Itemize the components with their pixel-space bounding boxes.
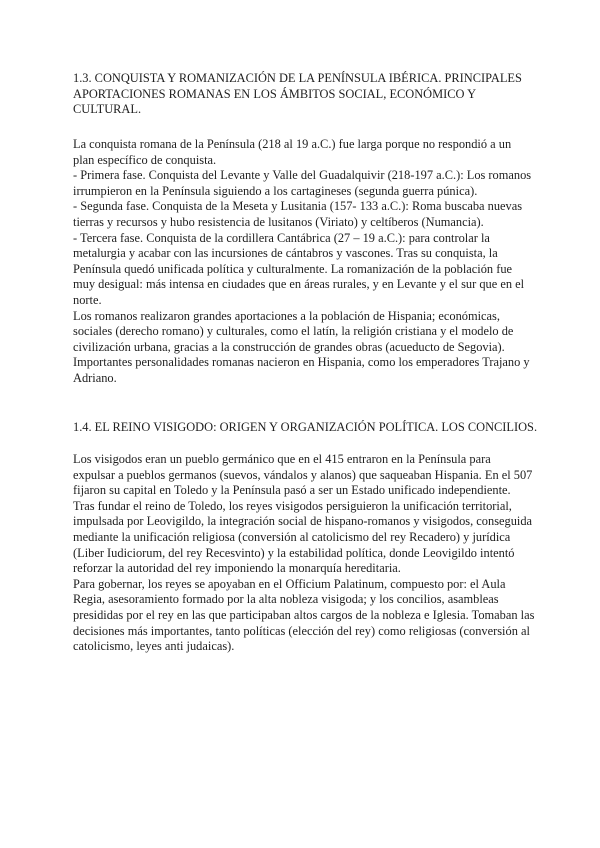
section-2-paragraph-unification: Tras fundar el reino de Toledo, los reyes visigodos persiguieron la unificación territorial, impulsada por Leovigildo, la integración social de hispano-romanos y visigodos, conseguida mediante la unificación religiosa (conversión al catolicismo del rey Recadero) y jurídica (Liber Iudiciorum, del rey Recesvinto) y la estabilidad política, donde Leovigildo intentó reforzar la autoridad del rey imponiendo la monarquía hereditaria. [73,498,533,576]
section-2-body [73,452,535,655]
section-1-heading [73,71,528,118]
section-1-paragraph-phase-2: - Segunda fase. Conquista de la Meseta y Lusitania (157- 133 a.C.): Roma buscaba nuevas tierras y recursos y hubo resistencia de lusitanos (Viriato) y celtíberos (Numancia). [73,199,523,229]
section-1-paragraph-phase-1: - Primera fase. Conquista del Levante y Valle del Guadalquivir (218-197 a.C.): Los romanos irrumpieron en la Península siguiendo a los cartagineses (segunda guerra púnica). [73,168,532,198]
section-1-body [73,137,535,387]
section-1-paragraph-contributions: Los romanos realizaron grandes aportaciones a la población de Hispania; económicas, sociales (derecho romano) y culturales, como el latín, la religión cristiana y el modelo de civilización urbana, gracias a la construcción de grandes obras (acueducto de Segovia). [73,308,514,354]
section-2-heading-text: 1.4. EL REINO VISIGODO: ORIGEN Y ORGANIZACIÓN POLÍTICA. LOS CONCILIOS. [73,420,538,434]
section-2-heading [73,420,543,436]
section-1-heading-text: 1.3. CONQUISTA Y ROMANIZACIÓN DE LA PENÍNSULA IBÉRICA. PRINCIPALES APORTACIONES ROMANAS EN LOS ÁMBITOS SOCIAL, ECONÓMICO Y CULTURAL. [73,71,522,117]
section-2-paragraph-origin: Los visigodos eran un pueblo germánico que en el 415 entraron en la Península para expulsar a pueblos germanos (suevos, vándalos y alanos) que saqueaban Hispania. En el 507 fijaron su capital en Toledo y la Península pasó a ser un Estado unificado independiente. [73,452,533,498]
section-1-paragraph-intro: La conquista romana de la Península (218 al 19 a.C.) fue larga porque no respondió a un plan específico de conquista. [73,137,512,167]
section-2-paragraph-government: Para gobernar, los reyes se apoyaban en el Officium Palatinum, compuesto por: el Aula Regia, asesoramiento formado por la alta nobleza visigoda; y los concilios, asambleas presididas por el rey en las que participaban altos cargos de la nobleza e Iglesia. Tomaban las decisiones más importantes, tanto políticas (elección del rey) como religiosas (conversión al catolicismo, leyes anti judaicas). [73,576,535,654]
section-1-paragraph-phase-3: - Tercera fase. Conquista de la cordillera Cantábrica (27 – 19 a.C.): para controlar la metalurgia y acabar con las incursiones de cántabros y vascones. Tras su conquista, la Península quedó unificada política y culturalmente. La romanización de la población fue muy desigual: más intensa en ciudades que en áreas rurales, y en Levante y el sur que en el norte. [73,230,525,307]
section-1-paragraph-personalities: Importantes personalidades romanas nacieron en Hispania, como los emperadores Trajano y Adriano. [73,355,530,385]
